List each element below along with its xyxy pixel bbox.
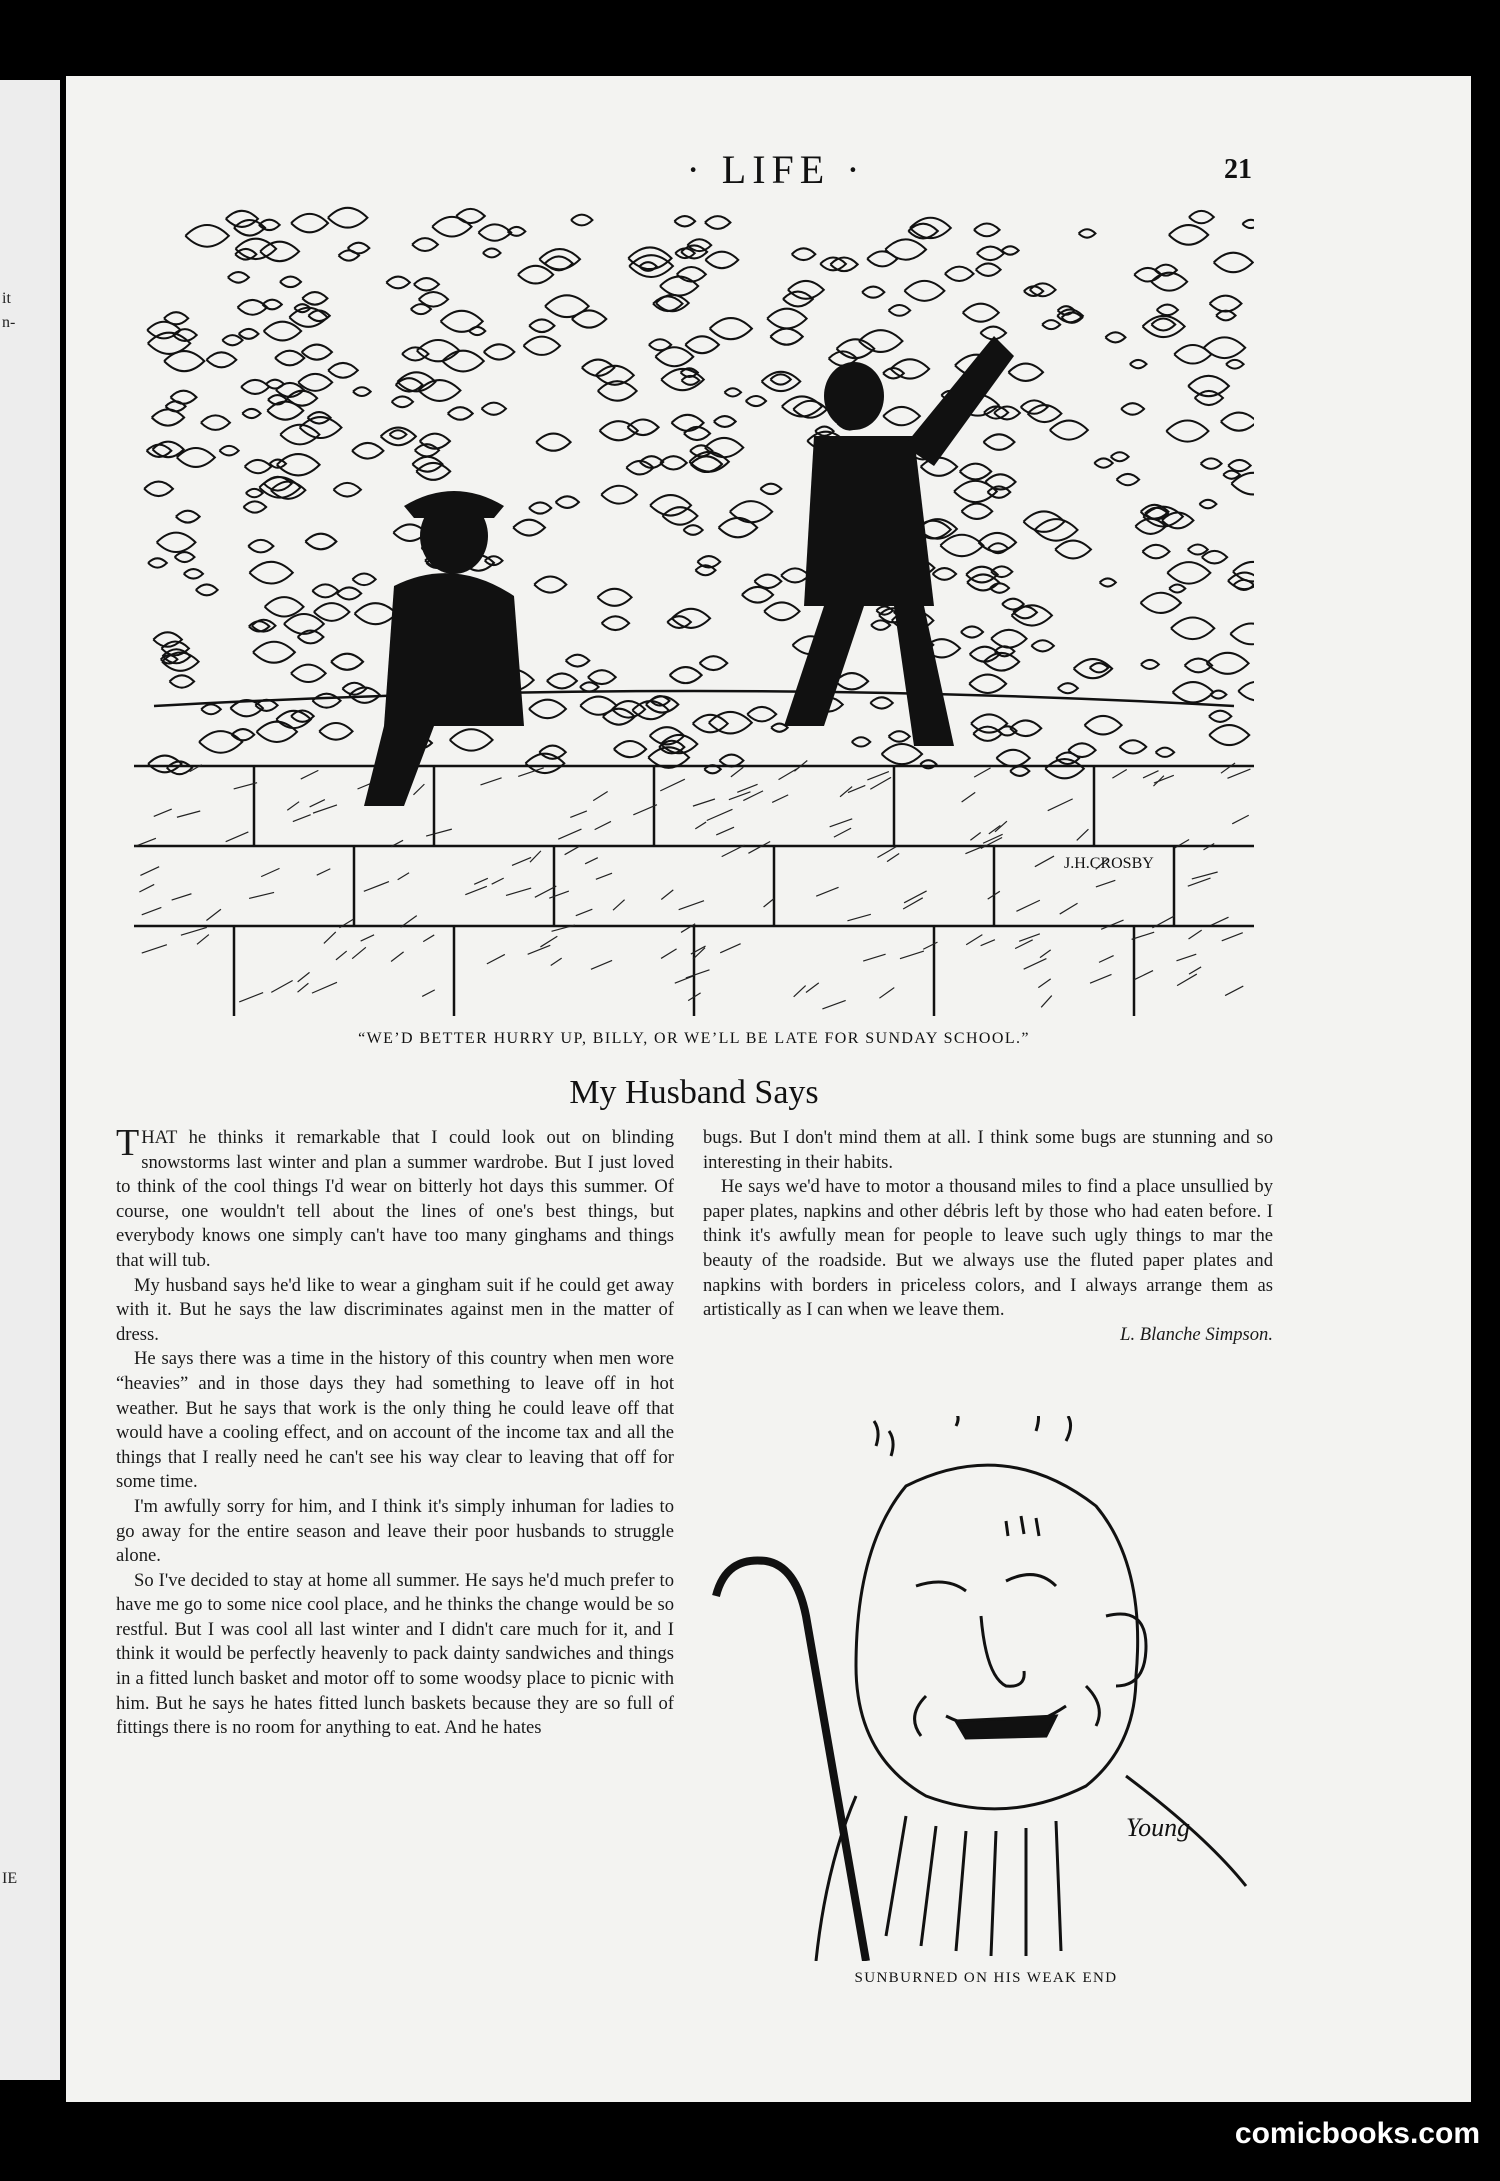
article-paragraph: bugs. But I don't mind them at all. I think some bugs are stunning and so interesting in their habits.	[703, 1127, 1273, 1173]
drop-cap: T	[116, 1122, 140, 1164]
watermark: comicbooks.com	[1234, 2117, 1480, 2150]
article-title: My Husband Says	[569, 1074, 819, 1111]
adjacent-page-fragment: it	[2, 290, 11, 307]
bald-man-drawing	[816, 1416, 1246, 1961]
article-paragraph: My husband says he'd like to wear a gingham suit if he could get away with it. But he says the law discriminates against men in the matter of dress.	[116, 1274, 674, 1345]
article-column-left	[116, 1122, 674, 1741]
adjacent-page-fragment: IE	[2, 1870, 18, 1887]
page-number: 21	[1224, 154, 1252, 185]
magazine-title: · LIFE ·	[686, 147, 866, 192]
article-column-right	[703, 1126, 1273, 1347]
article-paragraph: I'm awfully sorry for him, and I think it's simply inhuman for ladies to go away for the entire season and leave their poor husbands to struggle alone.	[116, 1495, 674, 1567]
bottom-cartoon-illustration	[706, 1416, 1266, 1961]
article-paragraph: So I've decided to stay at home all summer. He says he'd much prefer to have me go to some nice cool place, and he thinks the change would be so restful. But I was cool all last winter and I didn't care much for it, and I think it would be perfectly heavenly to pack dainty sandwiches and things in a fitted lunch basket and motor off to some woodsy place to picnic with him. But he says he hates fitted lunch baskets because they are so full of fittings there is no room for anything to eat. And he hates	[116, 1569, 674, 1739]
author-byline: L. Blanche Simpson.	[1120, 1323, 1273, 1345]
walking-cane	[716, 1560, 866, 1961]
top-cartoon-illustration	[134, 206, 1254, 1016]
adjacent-page-edge	[0, 80, 60, 2080]
top-cartoon-caption: “WE’D BETTER HURRY UP, BILLY, OR WE’LL BE LATE FOR SUNDAY SCHOOL.”	[358, 1030, 1030, 1047]
bottom-cartoon-caption: SUNBURNED ON HIS WEAK END	[854, 1970, 1118, 1986]
article-paragraph: He says there was a time in the history of this country when men wore “heavies” and in those days they had something to leave off in hot weather. But he says that work is the only thing he could leave off that would have a cooling effect, and on account of the income tax and all the things that I really need he can't see his way clear to leaving that off for some time.	[116, 1348, 674, 1493]
top-cartoon-signature: J.H.CROSBY	[1064, 855, 1154, 872]
adjacent-page-fragment: n-	[2, 314, 16, 331]
magazine-page	[66, 76, 1471, 2102]
article-paragraph: THAT he thinks it remarkable that I could look out on blinding snowstorms last winter and plan a summer wardrobe. But I just loved to think of the cool things I'd wear on bitterly hot days this summer. Of course, one wouldn't tell about the lines of one's best things, but everybody knows one simply can't have too many ginghams and things that will tub.	[116, 1122, 674, 1271]
bottom-cartoon-signature: Young	[1126, 1813, 1191, 1842]
article-paragraph: He says we'd have to motor a thousand miles to find a place unsullied by paper plates, napkins and other débris left by those who had eaten before. I think it's awfully mean for people to leave such ugly things to mar the beauty of the roadside. But we always use the fluted paper plates and napkins with borders in priceless colors, and I always arrange them as artistically as I can when we leave them.	[703, 1176, 1273, 1321]
